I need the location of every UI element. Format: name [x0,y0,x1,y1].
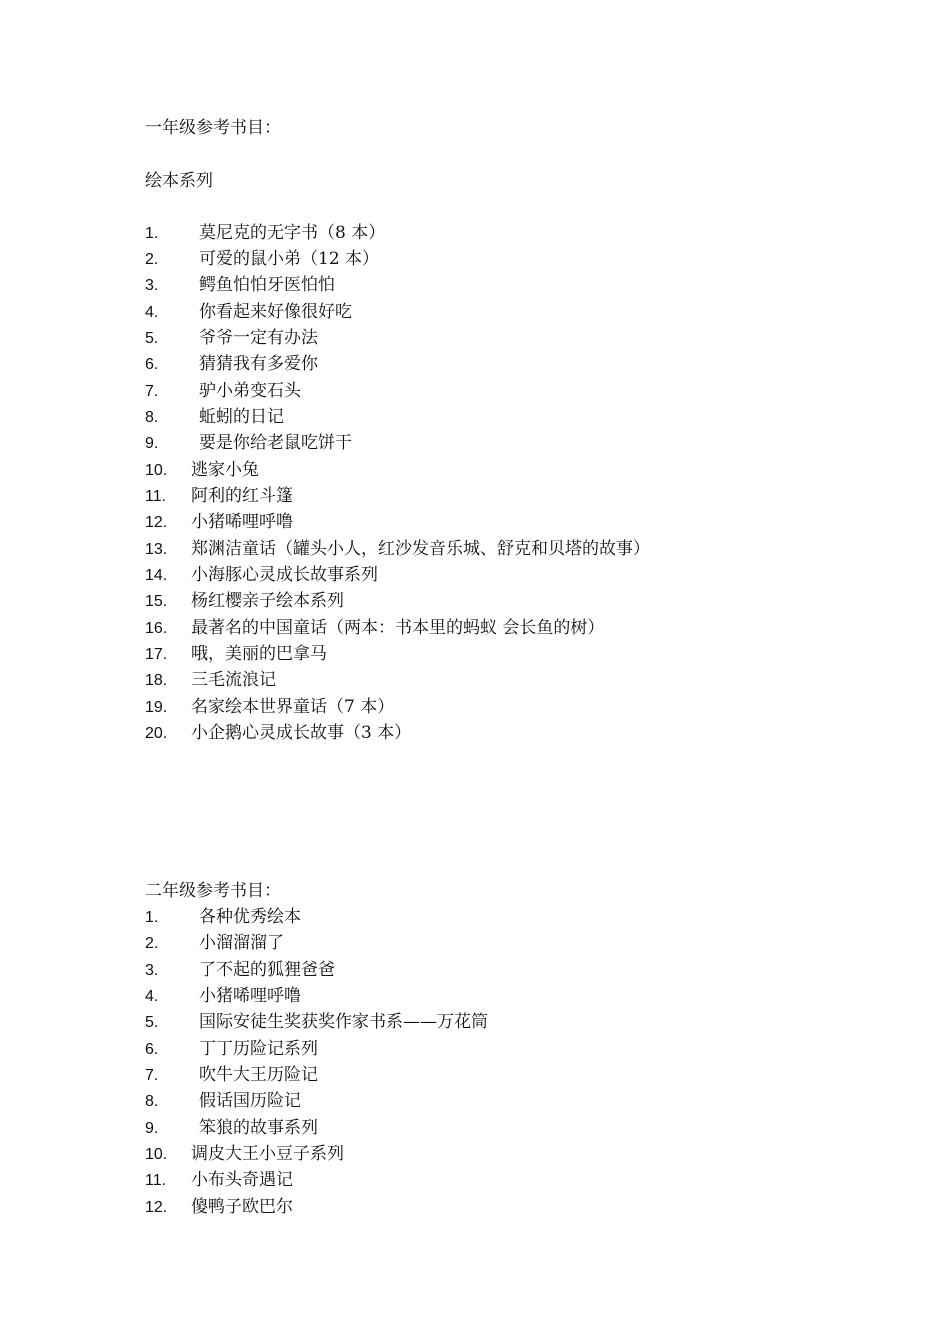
item-title: 莫尼克的无字书（8 本） [199,223,386,243]
item-number: 12. [145,514,168,531]
list-item [145,301,352,324]
item-number: 8. [145,1093,159,1110]
list-item [145,327,318,350]
item-number: 9. [145,1120,159,1137]
item-number: 14. [145,567,168,584]
item-title: 丁丁历险记系列 [199,1039,318,1059]
list-item [145,485,293,508]
list-item [145,380,301,403]
list-item [145,353,318,376]
list-item [145,248,379,271]
list-item [145,1196,293,1219]
item-title: 驴小弟变石头 [199,381,301,401]
item-number: 4. [145,304,159,321]
item-number: 11. [145,1172,167,1189]
item-number: 19. [145,699,168,716]
item-number: 20. [145,725,168,742]
item-number: 2. [145,935,159,952]
list-item [145,538,650,561]
item-title: 最著名的中国童话（两本：书本里的蚂蚁 会长鱼的树） [191,618,605,638]
list-item [145,906,301,929]
list-item [145,617,604,640]
item-number: 7. [145,1067,159,1084]
item-title: 猜猜我有多爱你 [199,354,318,374]
item-number: 1. [145,225,159,242]
grade2-heading: 二年级参考书目： [145,881,281,901]
list-item [145,643,327,666]
item-title: 蚯蚓的日记 [199,407,284,427]
item-number: 9. [145,435,159,452]
list-item [145,222,385,245]
item-title: 小企鹅心灵成长故事（3 本） [191,723,412,743]
item-title: 傻鸭子欧巴尔 [191,1197,293,1217]
item-title: 三毛流浪记 [191,670,276,690]
item-number: 13. [145,541,168,558]
item-title: 调皮大王小豆子系列 [191,1144,344,1164]
item-title: 小溜溜溜了 [199,933,284,953]
item-title: 哦，美丽的巴拿马 [191,644,327,664]
item-number: 1. [145,909,159,926]
item-title: 假话国历险记 [199,1091,301,1111]
grade1-series-title: 绘本系列 [145,171,213,191]
item-number: 16. [145,620,168,637]
list-item [145,1011,488,1034]
list-item [145,1117,318,1140]
item-number: 5. [145,1014,159,1031]
grade1-heading: 一年级参考书目： [145,118,281,138]
list-item [145,274,335,297]
item-title: 爷爷一定有办法 [199,328,318,348]
item-number: 10. [145,462,168,479]
item-title: 可爱的鼠小弟（12 本） [199,249,380,269]
list-item [145,432,352,455]
item-title: 你看起来好像很好吃 [199,302,352,322]
list-item [145,959,335,982]
item-title: 各种优秀绘本 [199,907,301,927]
item-title: 小猪唏哩呼噜 [191,512,293,532]
list-item [145,1143,344,1166]
item-number: 2. [145,251,159,268]
list-item [145,985,301,1008]
item-title: 郑渊洁童话（罐头小人，红沙发音乐城、舒克和贝塔的故事） [191,539,650,559]
item-number: 8. [145,409,159,426]
item-title: 小海豚心灵成长故事系列 [191,565,378,585]
item-number: 17. [145,646,168,663]
list-item [145,511,293,534]
list-item [145,1090,301,1113]
item-title: 鳄鱼怕怕牙医怕怕 [199,275,335,295]
item-title: 要是你给老鼠吃饼干 [199,433,352,453]
list-item [145,564,378,587]
list-item [145,459,259,482]
list-item [145,696,394,719]
item-number: 10. [145,1146,168,1163]
item-title: 杨红樱亲子绘本系列 [191,591,344,611]
item-number: 6. [145,1041,159,1058]
list-item [145,669,276,692]
item-title: 吹牛大王历险记 [199,1065,318,1085]
item-title: 名家绘本世界童话（7 本） [191,697,395,717]
item-number: 15. [145,593,168,610]
item-number: 4. [145,988,159,1005]
item-number: 3. [145,277,159,294]
item-title: 小布头奇遇记 [191,1170,293,1190]
list-item [145,1064,318,1087]
item-number: 18. [145,672,168,689]
item-number: 3. [145,962,159,979]
item-number: 5. [145,330,159,347]
item-title: 笨狼的故事系列 [199,1118,318,1138]
list-item [145,406,284,429]
list-item [145,1038,318,1061]
item-title: 逃家小兔 [191,460,259,480]
item-number: 6. [145,356,159,373]
item-number: 7. [145,383,159,400]
list-item [145,590,344,613]
item-title: 了不起的狐狸爸爸 [199,960,335,980]
list-item [145,722,411,745]
item-number: 11. [145,488,167,505]
list-item [145,1169,293,1192]
item-title: 阿利的红斗篷 [191,486,293,506]
item-number: 12. [145,1199,168,1216]
item-title: 小猪唏哩呼噜 [199,986,301,1006]
list-item [145,932,284,955]
item-title: 国际安徒生奖获奖作家书系——万花筒 [199,1012,488,1032]
